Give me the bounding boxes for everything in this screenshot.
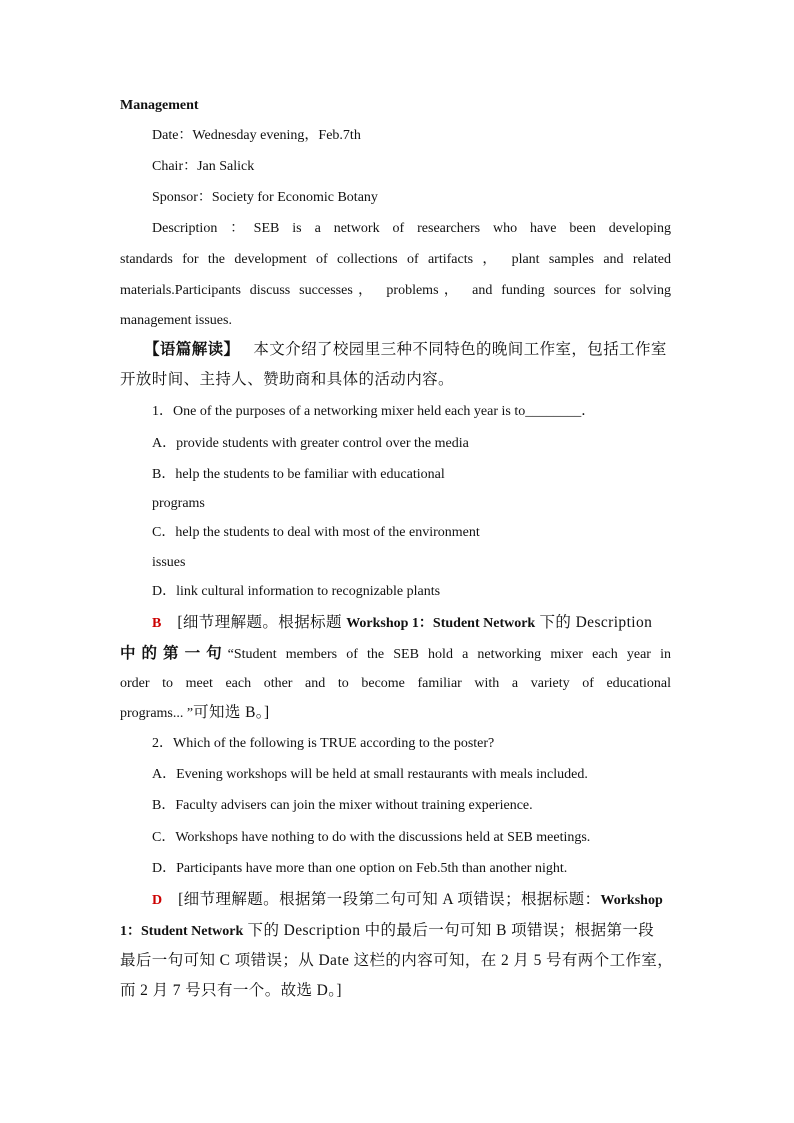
answer-2-line-4: 而 2 月 7 号只有一个。故选 D。] — [120, 982, 342, 999]
question-1-option-d: D．link cultural information to recognizable plants — [152, 584, 441, 599]
summary-label: 【语篇解读】 — [144, 341, 240, 358]
answer-2-line-1 — [152, 890, 663, 911]
question-1-option-c-cont: issues — [152, 555, 186, 570]
answer-1-line-2-pre: 中的第一句 — [120, 645, 228, 662]
answer-2-line-2-post: 下的 Description 中的最后一句可知 B 项错误；根据第一段 — [243, 922, 655, 939]
description-line-1: Description ：SEB is a network of researchers who have been developing — [152, 221, 671, 236]
answer-2-line-2-bold: 1：Student Network — [120, 924, 244, 939]
answer-2-text-pre: [细节理解题。根据第一段第二句可知 A 项错误；根据标题： — [178, 891, 601, 908]
question-1-option-b: B．help the students to be familiar with educational — [152, 467, 445, 482]
question-2-option-c: C．Workshops have nothing to do with the discussions held at SEB meetings. — [152, 830, 591, 845]
description-line-2: standards for the development of collections of artifacts ， plant samples and related — [120, 252, 671, 267]
question-2-option-d: D．Participants have more than one option on Feb.5th than another night. — [152, 861, 568, 876]
answer-2-line-2 — [120, 921, 654, 942]
answer-1-line-4-cn: 可知选 B。] — [193, 704, 270, 721]
answer-1-line-2 — [120, 644, 671, 665]
summary-line-1 — [144, 340, 667, 360]
answer-1-line-2-text: “Student members of the SEB hold a networking mixer each year in — [227, 647, 671, 662]
answer-1-text-pre: [细节理解题。根据标题 — [177, 614, 347, 631]
question-1-option-a: A．provide students with greater control over the media — [152, 436, 469, 451]
summary-line-2: 开放时间、主持人、赞助商和具体的活动内容。 — [120, 371, 454, 388]
question-1-option-c: C．help the students to deal with most of the environment — [152, 525, 480, 540]
answer-1-line-1 — [152, 613, 652, 634]
question-2-stem: 2．Which of the following is TRUE according to the poster? — [152, 736, 495, 751]
sponsor-line: Sponsor：Society for Economic Botany — [152, 190, 378, 205]
answer-1-line-3: order to meet each other and to become familiar with a variety of educational — [120, 676, 671, 691]
question-2-option-b: B．Faculty advisers can join the mixer without training experience. — [152, 798, 533, 813]
chair-line: Chair：Jan Salick — [152, 159, 255, 174]
question-1-option-b-cont: programs — [152, 496, 205, 511]
answer-2-line-3: 最后一句可知 C 项错误；从 Date 这栏的内容可知，在 2 月 5 号有两个工作室， — [120, 952, 674, 969]
answer-1-letter: B — [152, 616, 162, 631]
answer-2-letter: D — [152, 893, 163, 908]
date-line: Date：Wednesday evening，Feb.7th — [152, 128, 361, 143]
question-1-stem: 1．One of the purposes of a networking mixer held each year is to________． — [152, 404, 596, 419]
section-heading: Management — [120, 98, 199, 113]
description-line-3: materials.Participants discuss successes， problems， and funding sources for solving — [120, 283, 671, 298]
answer-1-line-4 — [120, 703, 270, 724]
answer-2-text-bold: Workshop — [600, 893, 663, 908]
description-line-4: management issues. — [120, 313, 232, 328]
answer-1-line-4-text: programs... ” — [120, 706, 194, 721]
answer-1-text-post: 下的 Description — [535, 614, 653, 631]
summary-text-1: 本文介绍了校园里三种不同特色的晚间工作室，包括工作室 — [253, 341, 667, 358]
question-2-option-a: A．Evening workshops will be held at small restaurants with meals included. — [152, 767, 588, 782]
answer-1-text-bold: Workshop 1：Student Network — [346, 616, 536, 631]
